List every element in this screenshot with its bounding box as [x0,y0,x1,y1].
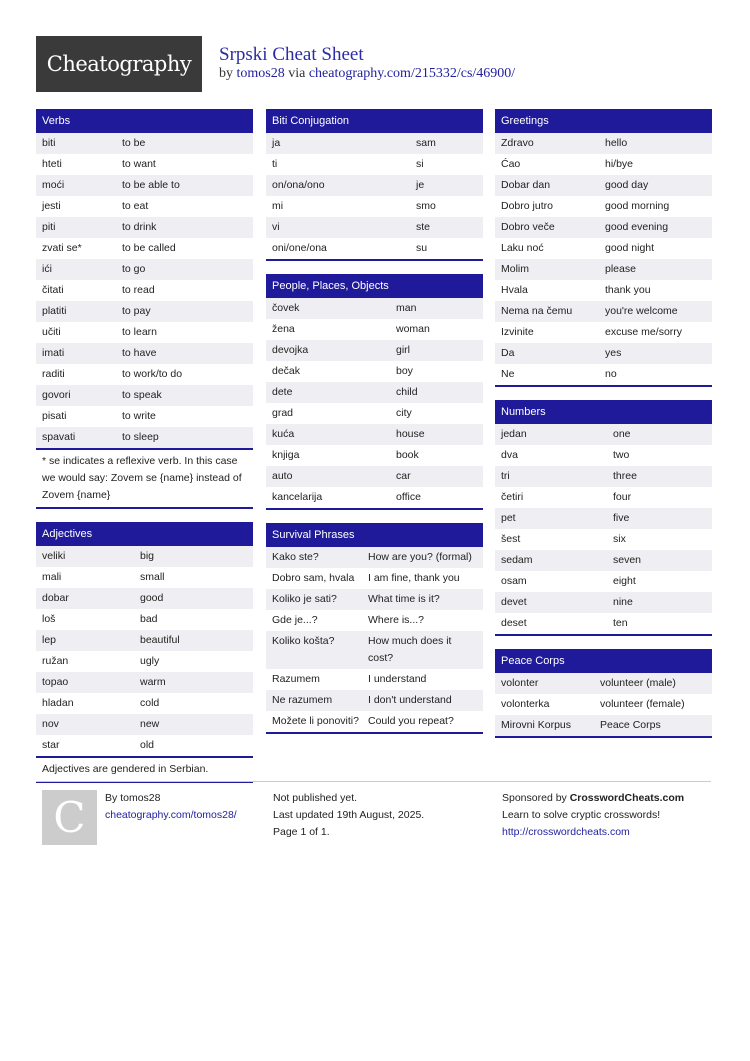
definition: to write [122,410,156,422]
term: Laku noć [501,242,544,254]
definition: office [396,491,421,503]
definition: city [396,407,412,419]
greetings-section [495,109,712,387]
definition: to read [122,284,155,296]
footer-author-block [105,790,237,824]
term: tri [501,470,510,482]
footer [36,781,711,842]
term: loš [42,613,56,625]
definition: boy [396,365,413,377]
term: dva [501,449,518,461]
term: veliki [42,550,66,562]
table-row [36,301,253,322]
definition: je [416,179,425,191]
table-row [495,715,712,736]
term: čovek [272,302,300,314]
definition: yes [605,347,622,359]
term: auto [272,470,293,482]
term: Dobro sam, hvala [272,572,355,584]
table-row [36,714,253,735]
table-row [266,382,483,403]
definition: ste [416,221,431,233]
term: pet [501,512,516,524]
sponsor-name[interactable]: CrosswordCheats.com [569,792,685,804]
table-row [266,175,483,196]
definition: Peace Corps [600,719,661,731]
definition: bad [140,613,158,625]
definition: volunteer (male) [600,677,676,689]
definition: How much does it cost? [368,635,452,664]
table-row [266,133,483,154]
term: piti [42,221,56,233]
term: moći [42,179,65,191]
term: dečak [272,365,301,377]
footer-by-label: By [105,792,118,804]
term: pisati [42,410,67,422]
term: lep [42,634,57,646]
section-header: Survival Phrases [266,523,483,547]
table-row [36,259,253,280]
table-row [36,427,253,448]
term: devet [501,596,527,608]
definition: you're welcome [605,305,678,317]
term: nov [42,718,59,730]
definition: hi/bye [605,158,634,170]
definition: six [613,533,626,545]
adjectives-section [36,522,253,783]
definition: si [416,158,424,170]
definition: excuse me/sorry [605,326,683,338]
peace-corps-section [495,649,712,738]
table-row [495,673,712,694]
author-avatar[interactable]: C [42,790,97,845]
table-row [36,609,253,630]
definition: new [140,718,160,730]
table-row [36,238,253,259]
table-row [36,672,253,693]
term: Da [501,347,515,359]
term: knjiga [272,449,300,461]
table-row [266,424,483,445]
section-note: Adjectives are gendered in Serbian. [36,756,253,781]
table-row [495,196,712,217]
table-row [495,217,712,238]
section-header: People, Places, Objects [266,274,483,298]
definition: Could you repeat? [368,715,454,727]
definition: beautiful [140,634,180,646]
published-status: Not published yet. [273,792,358,804]
biti-conjugation-section [266,109,483,261]
definition: big [140,550,155,562]
definition: seven [613,554,642,566]
definition: to eat [122,200,149,212]
term: hteti [42,158,62,170]
term: čitati [42,284,64,296]
definition: to work/to do [122,368,183,380]
table-row [266,445,483,466]
term: volonterka [501,698,550,710]
table-row [36,133,253,154]
definition: please [605,263,636,275]
table-row [495,238,712,259]
definition: two [613,449,630,461]
definition: four [613,491,632,503]
term: dobar [42,592,69,604]
term: jedan [501,428,527,440]
term: Koliko je sati? [272,593,337,605]
definition: man [396,302,417,314]
table-row [266,669,483,690]
definition: five [613,512,630,524]
footer-publish-info [273,790,424,841]
table-row [495,466,712,487]
term: spavati [42,431,76,443]
term: Koliko košta? [272,635,335,647]
definition: cold [140,697,160,709]
author-link[interactable]: tomos28 [236,66,285,81]
definition: nine [613,596,633,608]
table-row [36,196,253,217]
definition: thank you [605,284,651,296]
table-row [495,322,712,343]
table-row [266,238,483,259]
table-row [495,571,712,592]
definition: ten [613,617,628,629]
table-row [36,735,253,756]
page-number: Page 1 of 1. [273,826,330,838]
table-row [266,403,483,424]
table-row [495,364,712,385]
sponsored-label: Sponsored by [502,792,567,804]
term: grad [272,407,294,419]
table-row [36,588,253,609]
table-row [266,690,483,711]
table-row [36,406,253,427]
term: Ne [501,368,515,380]
page-subtitle [219,66,515,82]
table-row [36,651,253,672]
footer-author[interactable]: tomos28 [120,792,161,804]
table-row [495,529,712,550]
definition: no [605,368,617,380]
table-row [36,154,253,175]
term: star [42,739,60,751]
table-row [495,592,712,613]
definition: girl [396,344,411,356]
term: deset [501,617,527,629]
term: Izvinite [501,326,534,338]
term: govori [42,389,71,401]
term: on/ona/ono [272,179,325,191]
table-row [36,364,253,385]
table-row [495,424,712,445]
definition: I understand [368,673,427,685]
definition: to be able to [122,179,180,191]
definition: child [396,386,418,398]
table-row [266,711,483,732]
footer-sponsor [502,790,684,841]
definition: three [613,470,637,482]
last-updated: Last updated 19th August, 2025. [273,809,425,821]
term: Ćao [501,158,521,170]
table-row [495,175,712,196]
term: jesti [42,200,61,212]
definition: warm [140,676,166,688]
definition: to want [122,158,156,170]
table-row [266,154,483,175]
definition: ugly [140,655,160,667]
definition: I don't understand [368,694,452,706]
table-row [495,133,712,154]
table-row [36,693,253,714]
definition: good morning [605,200,670,212]
survival-phrases-section [266,523,483,734]
term: mali [42,571,62,583]
table-row [36,280,253,301]
table-row [36,217,253,238]
term: mi [272,200,284,212]
term: Dobro jutro [501,200,553,212]
table-row [266,589,483,610]
via-label: via [288,66,306,81]
sponsor-url[interactable]: http://crosswordcheats.com [502,826,630,838]
definition: I am fine, thank you [368,572,460,584]
table-row [36,567,253,588]
sponsor-text: Learn to solve cryptic crosswords! [502,809,661,821]
term: ružan [42,655,69,667]
table-row [266,568,483,589]
definition: good [140,592,164,604]
definition: book [396,449,419,461]
table-row [266,466,483,487]
definition: one [613,428,631,440]
definition: volunteer (female) [600,698,685,710]
table-row [495,550,712,571]
term: vi [272,221,280,233]
term: zvati se* [42,242,82,254]
term: Mirovni Korpus [501,719,572,731]
definition: What time is it? [368,593,440,605]
definition: to pay [122,305,151,317]
page-title: Srpski Cheat Sheet [219,44,364,65]
verbs-section [36,109,253,509]
table-row [495,154,712,175]
definition: How are you? (formal) [368,551,472,563]
people-places-objects-section [266,274,483,510]
term: žena [272,323,295,335]
definition: to learn [122,326,158,338]
term: devojka [272,344,309,356]
table-row [266,547,483,568]
term: Dobar dan [501,179,551,191]
table-row [266,319,483,340]
table-row [495,343,712,364]
term: topao [42,676,69,688]
term: osam [501,575,527,587]
table-row [266,196,483,217]
term: Hvala [501,284,528,296]
section-header: Peace Corps [495,649,712,673]
term: Dobro veče [501,221,555,233]
term: hladan [42,697,74,709]
table-row [495,259,712,280]
table-row [36,385,253,406]
term: ja [272,137,281,149]
table-row [495,613,712,634]
by-label: by [219,66,233,81]
definition: woman [396,323,430,335]
term: platiti [42,305,67,317]
section-header: Verbs [36,109,253,133]
term: sedam [501,554,533,566]
term: Zdravo [501,137,534,149]
table-row [36,322,253,343]
table-row [266,631,483,669]
term: imati [42,347,65,359]
table-row [266,217,483,238]
table-row [36,175,253,196]
definition: to go [122,263,146,275]
column-2 [266,109,483,747]
term: Nema na čemu [501,305,573,317]
term: volonter [501,677,539,689]
term: Razumem [272,673,320,685]
definition: Where is...? [368,614,425,626]
term: raditi [42,368,65,380]
column-3 [495,109,712,751]
definition: to drink [122,221,157,233]
definition: sam [416,137,436,149]
cheatography-logo[interactable]: Cheatography [36,36,202,92]
definition: to speak [122,389,162,401]
term: ti [272,158,278,170]
numbers-section [495,400,712,636]
definition: hello [605,137,628,149]
table-row [266,361,483,382]
definition: to have [122,347,157,359]
term: četiri [501,491,524,503]
definition: good evening [605,221,669,233]
definition: house [396,428,425,440]
term: učiti [42,326,61,338]
definition: to be [122,137,146,149]
section-note: * se indicates a reflexive verb. In this case we would say: Zovem se {name} instead of Zovem {name} [36,448,253,507]
term: dete [272,386,293,398]
table-row [495,445,712,466]
term: Kako ste? [272,551,319,563]
definition: eight [613,575,636,587]
term: Gde je...? [272,614,318,626]
table-row [266,340,483,361]
table-row [495,508,712,529]
definition: to sleep [122,431,159,443]
term: šest [501,533,521,545]
table-row [495,301,712,322]
term: Ne razumem [272,694,333,706]
table-row [495,694,712,715]
table-row [266,298,483,319]
term: Možete li ponoviti? [272,715,359,727]
definition: small [140,571,165,583]
table-row [36,546,253,567]
section-header: Greetings [495,109,712,133]
term: Molim [501,263,529,275]
table-row [495,487,712,508]
definition: old [140,739,155,751]
term: ići [42,263,52,275]
table-row [495,280,712,301]
section-header: Biti Conjugation [266,109,483,133]
section-header: Numbers [495,400,712,424]
definition: car [396,470,411,482]
table-row [36,630,253,651]
table-row [266,487,483,508]
sheet-url-link[interactable]: cheatography.com/215332/cs/46900/ [308,66,516,81]
footer-author-url[interactable]: cheatography.com/tomos28/ [105,809,237,821]
term: kuća [272,428,295,440]
definition: to be called [122,242,176,254]
definition: smo [416,200,436,212]
term: oni/one/ona [272,242,327,254]
column-1 [36,109,253,796]
term: biti [42,137,56,149]
section-header: Adjectives [36,522,253,546]
definition: good day [605,179,649,191]
term: kancelarija [272,491,323,503]
table-row [36,343,253,364]
definition: good night [605,242,655,254]
definition: su [416,242,428,254]
table-row [266,610,483,631]
